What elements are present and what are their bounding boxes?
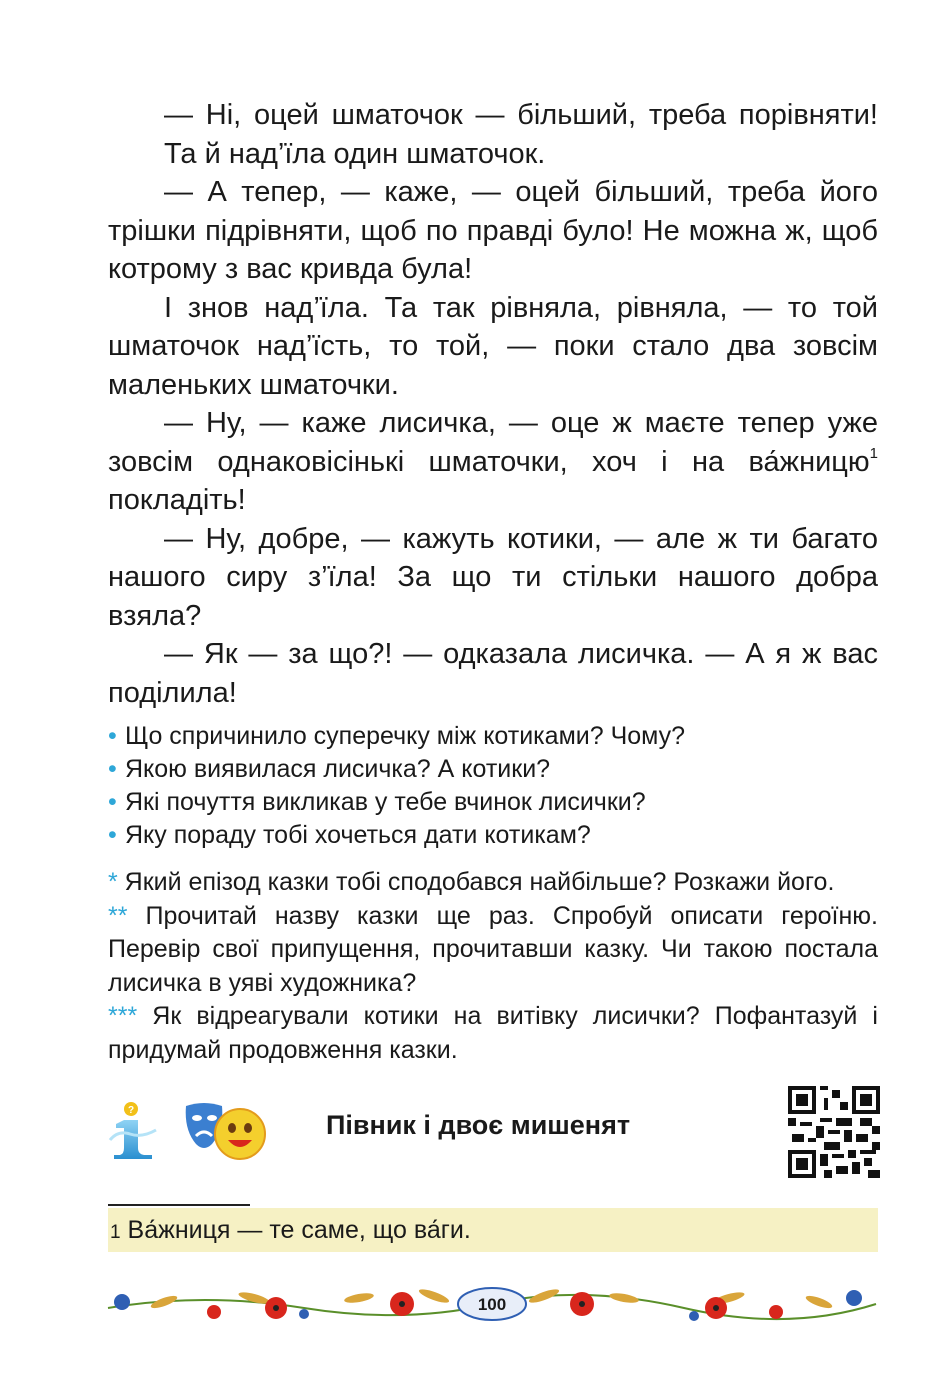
bullet-icon: • [108,788,117,816]
story-text-span: — Ну, — каже лисичка, — оце ж маєте тепер уже зовсім однаковісінькі шматочки, хоч і на ва́жницю [108,407,878,478]
page-number: 100 [477,1295,507,1314]
listen-section [108,1100,668,1164]
qr-code-icon[interactable] [788,1086,880,1178]
task-text: Як відреагували котики на витівку лисички? Пофантазуй і придумай продовження казки. [108,1002,878,1064]
bullet-icon: • [108,722,117,750]
task-item [108,900,878,1001]
bullet-icon: • [108,821,117,849]
story-paragraph: Та й над’їла один шматочок. [164,137,546,170]
theatre-masks-icon [182,1100,268,1162]
story-title: Півник і двоє мишенят [326,1110,631,1140]
question-item [108,819,878,852]
story-paragraph: І знов над’їла. Та так рівняла, рівняла, — то той шматочок над’їсть, то той, — поки стало два зовсім маленьких шматочки. [108,291,878,401]
task-text: Прочитай назву казки ще раз. Спробуй описати героїню. Перевір свої припущення, прочитавши казку. Чи такою постала лисичка в уяві художника? [108,901,878,997]
info-icon[interactable] [108,1100,158,1160]
difficulty-stars: *** [108,1002,138,1030]
question-text: Яку пораду тобі хочеться дати котикам? [125,821,591,849]
question-item [108,753,878,786]
story-paragraph [108,404,878,520]
story-text-span: покладіть! [108,484,246,516]
difficulty-stars: ** [108,901,128,930]
footnote-number: 1 [110,1222,121,1243]
questions-list [108,720,878,852]
tasks-list [108,866,878,1067]
task-text: Який епізод казки тобі сподобався найбільше? Розкажи його. [117,868,835,896]
story-text [108,96,878,712]
task-item [108,866,878,900]
question-item [108,786,878,819]
svg-text:?: ? [127,1105,135,1116]
footnote [108,1208,878,1252]
story-paragraph: — Ну, добре, — кажуть котики, — але ж ти багато нашого сиру з’їла! За що ти стільки нашого добра взяла? [108,522,878,632]
footnote-divider [108,1204,250,1206]
question-text: Що спричинило суперечку між котиками? Чому? [125,722,686,750]
question-text: Якою виявилася лисичка? А котики? [125,755,551,783]
story-paragraph: — Ні, оцей шматочок — більший, треба порівняти! [164,99,878,131]
story-paragraph: — А тепер, — каже, — оцей більший, треба його трішки підрівняти, щоб по правді було! Не можна ж, щоб котрому з вас кривда була! [108,176,878,285]
task-item [108,1000,878,1067]
floral-border [104,1274,880,1334]
bullet-icon: • [108,755,117,783]
question-item [108,720,878,753]
footnote-reference[interactable]: 1 [869,444,878,462]
footnote-text: Ва́жниця — те саме, що ва́ги. [120,1216,471,1244]
difficulty-stars: * [108,868,118,896]
story-paragraph: — Як — за що?! — одказала лисичка. — А я ж вас поділила! [108,638,878,709]
question-text: Які почуття викликав у тебе вчинок лисички? [125,788,646,816]
